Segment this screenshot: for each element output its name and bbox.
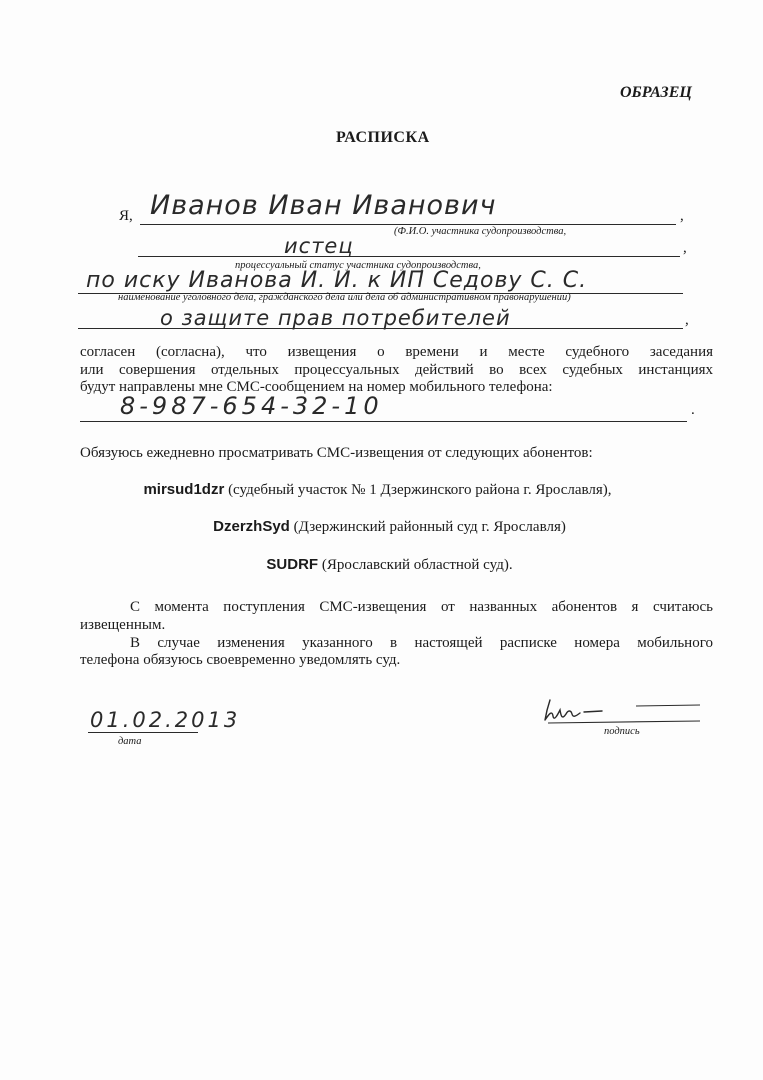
case-handwritten: по иску Иванова И. И. к ИП Седову С. С. bbox=[86, 268, 588, 293]
case-subject-underline bbox=[78, 328, 683, 329]
full-name-comma: , bbox=[680, 208, 684, 224]
closing-p2-line-1: В случае изменения указанного в настоящей расписке номера мобильного bbox=[130, 635, 713, 651]
obligation-text: Обязуюсь ежедневно просматривать СМС-извещения от следующих абонентов: bbox=[80, 445, 593, 461]
subscriber-desc: (судебный участок № 1 Дзержинского района г. Ярославля), bbox=[224, 482, 612, 498]
phone-underline bbox=[80, 421, 687, 422]
subscriber-code: DzerzhSyd bbox=[213, 518, 290, 535]
signature-image bbox=[540, 696, 710, 728]
subscriber-code: mirsud1dzr bbox=[143, 481, 225, 498]
consent-line-3: будут направлены мне СМС-сообщением на номер мобильного телефона: bbox=[80, 379, 553, 395]
case-caption: наименование уголовного дела, гражданского дела или дела об административном правонарушении) bbox=[118, 292, 571, 303]
case-subject-comma: , bbox=[685, 312, 689, 328]
closing-p1-line-1: С момента поступления СМС-извещения от названных абонентов я считаюсь bbox=[130, 599, 713, 615]
subscriber-desc: (Дзержинский районный суд г. Ярославля) bbox=[289, 519, 566, 535]
subscriber-desc: (Ярославский областной суд). bbox=[318, 557, 513, 573]
sample-mark: ОБРАЗЕЦ bbox=[620, 84, 692, 101]
case-subject-handwritten: о защите прав потребителей bbox=[160, 306, 511, 330]
phone-period: . bbox=[691, 402, 695, 418]
subscriber-item bbox=[8, 518, 763, 536]
full-name-underline bbox=[140, 224, 676, 225]
phone-handwritten: 8-987-654-32-10 bbox=[120, 392, 383, 420]
subscriber-code: SUDRF bbox=[266, 556, 319, 573]
full-name-caption: (Ф.И.О. участника судопроизводства, bbox=[394, 226, 567, 237]
prefix-label: Я, bbox=[119, 208, 133, 224]
status-caption: процессуальный статус участника судопроизводства, bbox=[235, 260, 481, 271]
closing-p2-line-2: телефона обязуюсь своевременно уведомлять суд. bbox=[80, 652, 401, 668]
status-handwritten: истец bbox=[284, 234, 354, 258]
signature-caption: подпись bbox=[604, 726, 640, 737]
status-underline bbox=[138, 256, 680, 257]
date-underline bbox=[88, 732, 198, 733]
full-name-handwritten: Иванов Иван Иванович bbox=[150, 190, 497, 221]
document-title: РАСПИСКА bbox=[336, 129, 430, 146]
consent-line-2: или совершения отдельных процессуальных действий во всех судебных инстанциях bbox=[80, 362, 713, 378]
subscriber-item bbox=[0, 481, 759, 499]
status-comma: , bbox=[683, 240, 687, 256]
date-handwritten: 01.02.2013 bbox=[90, 708, 241, 732]
date-caption: дата bbox=[118, 736, 142, 747]
consent-line-1: согласен (согласна), что извещения о времени и месте судебного заседания bbox=[80, 344, 713, 360]
closing-p1-line-2: извещенным. bbox=[80, 617, 166, 633]
subscriber-item bbox=[8, 556, 763, 574]
